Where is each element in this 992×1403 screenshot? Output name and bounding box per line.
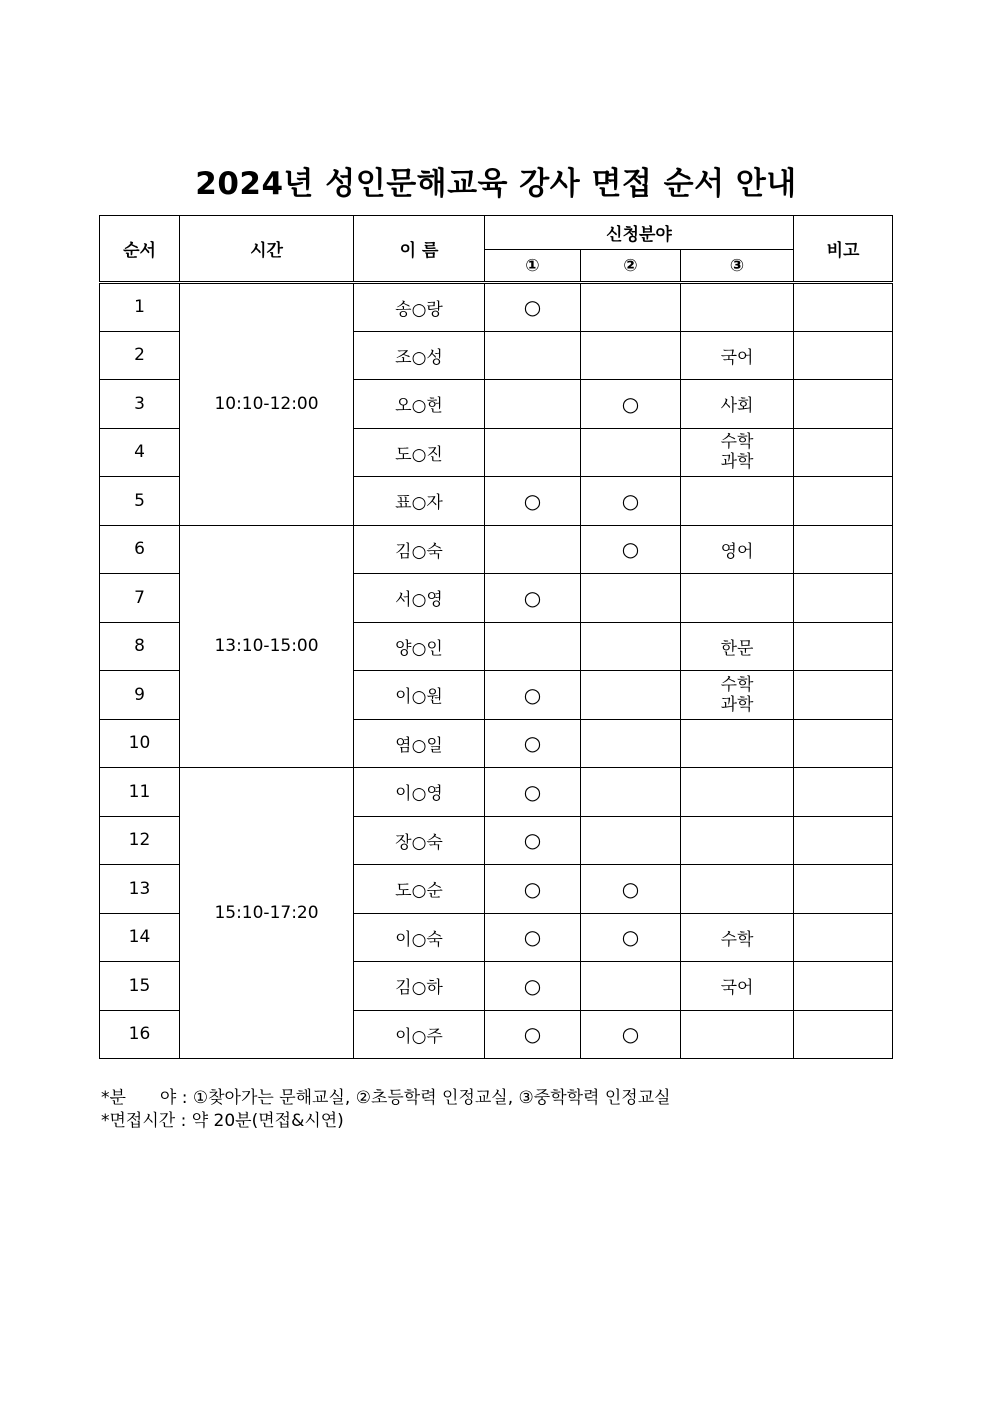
header-order: 순서: [100, 216, 180, 283]
table-row: [100, 525, 893, 574]
field-3-subjects: [681, 622, 794, 671]
row-note: [794, 671, 893, 720]
field-3-subjects: [681, 768, 794, 817]
subject-label: 수학: [720, 674, 754, 695]
field-2-mark: [581, 428, 681, 477]
field-3-subjects: [681, 913, 794, 962]
row-name: 송○랑: [354, 283, 485, 332]
header-time: 시간: [180, 216, 354, 283]
field-1-mark: [485, 331, 581, 380]
header-field: 신청분야: [485, 216, 794, 250]
subject-label: 수학: [720, 432, 754, 453]
row-note: [794, 768, 893, 817]
field-1-mark: ○: [485, 671, 581, 720]
row-order: 3: [100, 380, 180, 429]
field-2-mark: ○: [581, 865, 681, 914]
time-slot: 13:10-15:00: [180, 525, 354, 768]
subject-label: 과학: [720, 694, 754, 715]
row-note: [794, 865, 893, 914]
row-note: [794, 525, 893, 574]
table-row: [100, 768, 893, 817]
row-order: 13: [100, 865, 180, 914]
row-order: 2: [100, 331, 180, 380]
row-name: 양○인: [354, 622, 485, 671]
schedule-rows: [100, 283, 893, 1059]
field-footnote: *분 야 : ①찾아가는 문해교실, ②초등학력 인정교실, ③중학학력 인정교실: [101, 1088, 671, 1108]
row-name: 이○주: [354, 1010, 485, 1059]
row-note: [794, 331, 893, 380]
row-order: 1: [100, 283, 180, 332]
subject-label: 영어: [720, 541, 754, 562]
row-order: 6: [100, 525, 180, 574]
interview-schedule-table: [99, 215, 893, 1059]
row-name: 염○일: [354, 719, 485, 768]
row-name: 이○원: [354, 671, 485, 720]
row-note: [794, 283, 893, 332]
row-name: 조○성: [354, 331, 485, 380]
field-1-mark: [485, 622, 581, 671]
field-2-mark: ○: [581, 1010, 681, 1059]
field-2-mark: [581, 816, 681, 865]
row-order: 14: [100, 913, 180, 962]
field-1-mark: ○: [485, 865, 581, 914]
field-1-mark: [485, 380, 581, 429]
row-order: 16: [100, 1010, 180, 1059]
field-2-mark: ○: [581, 913, 681, 962]
field-3-subjects: [681, 477, 794, 526]
field-3-subjects: [681, 331, 794, 380]
field-2-mark: [581, 962, 681, 1011]
row-note: [794, 962, 893, 1011]
field-3-subjects: [681, 525, 794, 574]
field-2-mark: [581, 768, 681, 817]
row-order: 7: [100, 574, 180, 623]
row-note: [794, 913, 893, 962]
field-3-subjects: [681, 865, 794, 914]
header-name: 이 름: [354, 216, 485, 283]
header-field-3: ③: [681, 250, 794, 283]
row-name: 장○숙: [354, 816, 485, 865]
row-name: 오○헌: [354, 380, 485, 429]
row-note: [794, 816, 893, 865]
row-order: 4: [100, 428, 180, 477]
field-2-mark: ○: [581, 380, 681, 429]
field-1-mark: [485, 525, 581, 574]
field-2-mark: [581, 283, 681, 332]
row-order: 9: [100, 671, 180, 720]
field-1-mark: ○: [485, 913, 581, 962]
field-1-mark: ○: [485, 283, 581, 332]
row-order: 8: [100, 622, 180, 671]
footnotes: [101, 1087, 671, 1133]
field-1-mark: [485, 428, 581, 477]
row-note: [794, 622, 893, 671]
row-note: [794, 719, 893, 768]
field-3-subjects: [681, 962, 794, 1011]
subject-label: 사회: [720, 396, 754, 417]
field-3-subjects: [681, 719, 794, 768]
field-2-mark: ○: [581, 477, 681, 526]
field-3-subjects: [681, 1010, 794, 1059]
field-2-mark: [581, 331, 681, 380]
field-3-subjects: [681, 816, 794, 865]
field-3-subjects: [681, 428, 794, 477]
row-note: [794, 1010, 893, 1059]
field-1-mark: ○: [485, 719, 581, 768]
row-name: 도○순: [354, 865, 485, 914]
subject-label: 과학: [720, 452, 754, 473]
header-note: 비고: [794, 216, 893, 283]
header-field-2: ②: [581, 250, 681, 283]
row-note: [794, 428, 893, 477]
field-1-mark: ○: [485, 574, 581, 623]
subject-label: 국어: [720, 347, 754, 368]
row-name: 이○영: [354, 768, 485, 817]
field-3-subjects: [681, 380, 794, 429]
row-name: 도○진: [354, 428, 485, 477]
header-field-1: ①: [485, 250, 581, 283]
page-title: 2024년 성인문해교육 강사 면접 순서 안내: [195, 166, 797, 202]
row-note: [794, 380, 893, 429]
field-1-mark: ○: [485, 816, 581, 865]
field-1-mark: ○: [485, 768, 581, 817]
subject-label: 수학: [720, 929, 754, 950]
row-name: 표○자: [354, 477, 485, 526]
row-name: 서○영: [354, 574, 485, 623]
row-order: 15: [100, 962, 180, 1011]
field-2-mark: [581, 719, 681, 768]
field-3-subjects: [681, 671, 794, 720]
row-name: 김○하: [354, 962, 485, 1011]
field-1-mark: ○: [485, 477, 581, 526]
row-name: 이○숙: [354, 913, 485, 962]
time-slot: 15:10-17:20: [180, 768, 354, 1059]
subject-label: 한문: [720, 638, 754, 659]
table-row: [100, 283, 893, 332]
row-order: 10: [100, 719, 180, 768]
field-2-mark: [581, 671, 681, 720]
field-2-mark: [581, 622, 681, 671]
row-note: [794, 574, 893, 623]
row-order: 11: [100, 768, 180, 817]
field-2-mark: [581, 574, 681, 623]
row-name: 김○숙: [354, 525, 485, 574]
row-order: 5: [100, 477, 180, 526]
time-footnote: *면접시간 : 약 20분(면접&시연): [101, 1111, 344, 1131]
time-slot: 10:10-12:00: [180, 283, 354, 526]
field-1-mark: ○: [485, 962, 581, 1011]
field-1-mark: ○: [485, 1010, 581, 1059]
field-3-subjects: [681, 283, 794, 332]
row-note: [794, 477, 893, 526]
field-3-subjects: [681, 574, 794, 623]
row-order: 12: [100, 816, 180, 865]
field-2-mark: ○: [581, 525, 681, 574]
subject-label: 국어: [720, 978, 754, 999]
